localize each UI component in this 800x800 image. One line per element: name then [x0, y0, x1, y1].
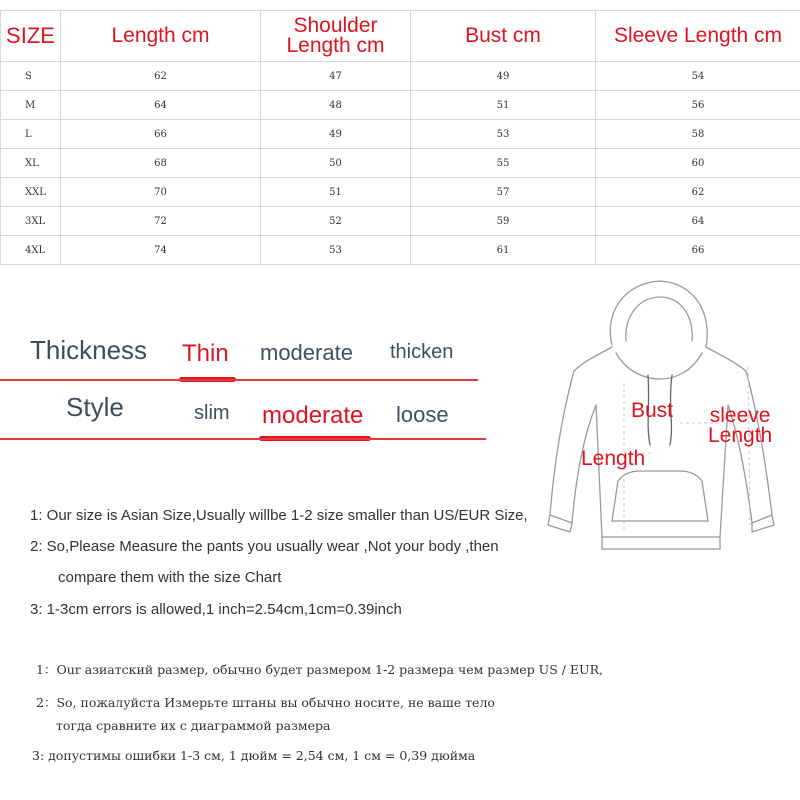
bust-cell: 53	[411, 120, 596, 149]
table-row	[1, 62, 800, 91]
hoodie-label-bust: Bust	[631, 399, 674, 422]
shoulder-cell: 47	[261, 62, 411, 91]
hoodie-measurement-diagram	[540, 275, 800, 565]
hoodie-label-sleeve-length: sleeve Length	[708, 404, 773, 447]
sleeve-cell: 66	[596, 236, 800, 265]
sleeve-cell: 56	[596, 91, 800, 120]
size-cell: 3XL	[1, 207, 61, 236]
sleeve-cell: 54	[596, 62, 800, 91]
style-option-moderate: moderate	[262, 402, 364, 429]
sleeve-cell: 58	[596, 120, 800, 149]
note-ru-2-continued: тогда сравните их с диаграммой размера	[56, 718, 331, 733]
header-bust: Bust cm	[411, 11, 596, 62]
style-divider	[0, 438, 486, 440]
length-cell: 74	[61, 236, 261, 265]
header-shoulder-length: Shoulder Length cm	[261, 11, 411, 62]
length-cell: 64	[61, 91, 261, 120]
note-ru-2: 2：So, пожалуйста Измерьте штаны вы обычно носите, не ваше тело	[36, 695, 495, 710]
shoulder-cell: 48	[261, 91, 411, 120]
bust-cell: 51	[411, 91, 596, 120]
table-row	[1, 120, 800, 149]
style-option-slim: slim	[194, 402, 230, 424]
style-option-loose: loose	[396, 402, 449, 427]
note-en-3: 3: 1-3cm errors is allowed,1 inch=2.54cm,1cm=0.39inch	[30, 601, 402, 618]
length-cell: 72	[61, 207, 261, 236]
thickness-label: Thickness	[30, 335, 148, 365]
length-cell: 70	[61, 178, 261, 207]
table-row	[1, 149, 800, 178]
size-cell: 4XL	[1, 236, 61, 265]
thickness-option-thicken: thicken	[390, 341, 454, 363]
note-en-2: 2: So,Please Measure the pants you usually wear ,Not your body ,then	[30, 538, 499, 555]
sleeve-cell: 60	[596, 149, 800, 178]
header-sleeve-length: Sleeve Length cm	[596, 11, 800, 62]
table-row	[1, 236, 800, 265]
table-row	[1, 91, 800, 120]
note-en-2-continued: compare them with the size Chart	[58, 569, 282, 586]
sleeve-cell: 62	[596, 178, 800, 207]
length-cell: 68	[61, 149, 261, 178]
size-cell: L	[1, 120, 61, 149]
size-cell: XXL	[1, 178, 61, 207]
table-row	[1, 178, 800, 207]
length-cell: 62	[61, 62, 261, 91]
bust-cell: 59	[411, 207, 596, 236]
sleeve-cell: 64	[596, 207, 800, 236]
size-cell: M	[1, 91, 61, 120]
size-cell: S	[1, 62, 61, 91]
size-cell: XL	[1, 149, 61, 178]
bust-cell: 55	[411, 149, 596, 178]
bust-cell: 61	[411, 236, 596, 265]
length-cell: 66	[61, 120, 261, 149]
note-en-1: 1: Our size is Asian Size,Usually willbe 1-2 size smaller than US/EUR Size,	[30, 507, 528, 524]
thickness-option-thin: Thin	[182, 340, 229, 367]
table-header-row	[1, 11, 800, 62]
size-chart-table	[0, 10, 800, 265]
shoulder-cell: 49	[261, 120, 411, 149]
style-label: Style	[66, 392, 124, 422]
shoulder-cell: 52	[261, 207, 411, 236]
header-length: Length cm	[61, 11, 261, 62]
header-size: SIZE	[1, 11, 61, 62]
shoulder-cell: 53	[261, 236, 411, 265]
thickness-divider	[0, 379, 478, 381]
shoulder-cell: 50	[261, 149, 411, 178]
thickness-option-moderate: moderate	[260, 340, 353, 365]
note-ru-1: 1：Our азиатский размер, обычно будет размером 1-2 размера чем размер US / EUR,	[36, 662, 603, 677]
bust-cell: 57	[411, 178, 596, 207]
hoodie-label-length: Length	[581, 447, 646, 470]
bust-cell: 49	[411, 62, 596, 91]
note-ru-3: 3: допустимы ошибки 1-3 см, 1 дюйм = 2,54 см, 1 см = 0,39 дюйма	[32, 748, 476, 763]
shoulder-cell: 51	[261, 178, 411, 207]
table-row	[1, 207, 800, 236]
